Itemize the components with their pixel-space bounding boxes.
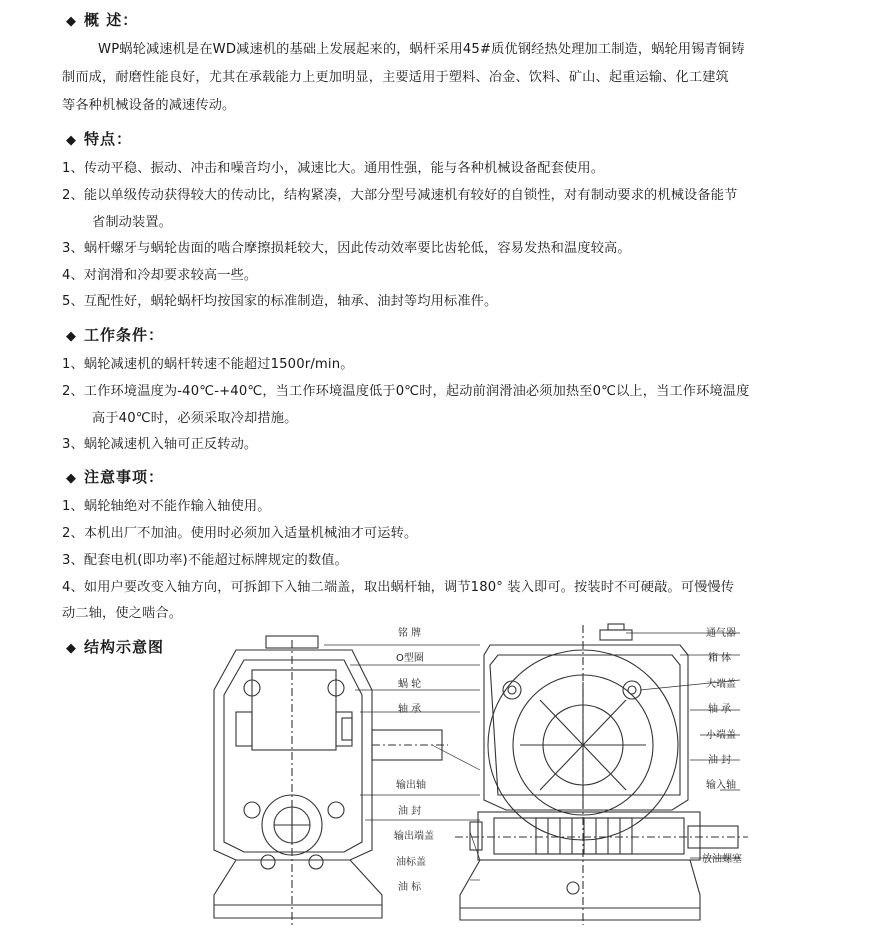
- feature-item: 4、对润滑和冷却要求较高一些。: [62, 268, 258, 283]
- label-oil-gauge-cover: 油标盖: [396, 857, 426, 868]
- note-item-continued: 动二轴，使之啮合。: [62, 606, 183, 621]
- label-o-ring: O型圈: [396, 653, 424, 664]
- label-oil-seal-right: 油 封: [708, 755, 732, 766]
- label-output-shaft: 输出轴: [396, 780, 426, 791]
- label-drain-plug: 放油螺塞: [702, 854, 742, 865]
- feature-item-continued: 省制动装置。: [92, 215, 173, 230]
- note-item: 1、蜗轮轴绝对不能作输入轴使用。: [62, 499, 271, 514]
- feature-item: 2、能以单级传动获得较大的传动比，结构紧凑，大部分型号减速机有较好的自锁性，对有制动要求的机械设备能节: [62, 188, 738, 203]
- label-bearing-right: 轴 承: [708, 704, 732, 715]
- note-item: 2、本机出厂不加油。使用时必须加入适量机械油才可运转。: [62, 526, 418, 541]
- diamond-bullet-icon: ◆: [66, 641, 77, 656]
- condition-item: 2、工作环境温度为-40℃-+40℃，当工作环境温度低于0℃时，起动前润滑油必须加热至0℃以上，当工作环境温度: [62, 384, 750, 399]
- feature-item: 3、蜗杆螺牙与蜗轮齿面的啮合摩擦损耗较大，因此传动效率要比齿轮低，容易发热和温度较高。: [62, 241, 631, 256]
- condition-item: 3、蜗轮减速机入轴可正反转动。: [62, 437, 258, 452]
- feature-item: 1、传动平稳、振动、冲击和噪音均小，减速比大。通用性强，能与各种机械设备配套使用。: [62, 161, 605, 176]
- conditions-heading: ◆ 工作条件：: [66, 326, 165, 344]
- label-oil-gauge: 油 标: [398, 882, 422, 893]
- label-large-end-cover: 大端盖: [706, 679, 736, 690]
- label-bearing: 轴 承: [398, 704, 422, 715]
- diamond-bullet-icon: ◆: [66, 329, 77, 344]
- feature-item: 5、互配性好，蜗轮蜗杆均按国家的标准制造，轴承、油封等均用标准件。: [62, 294, 498, 309]
- overview-line: WP蜗轮减速机是在WD减速机的基础上发展起来的，蜗杆采用45#质优钢经热处理加工制造，蜗轮用锡青铜铸: [98, 42, 745, 57]
- note-item: 3、配套电机(即功率)不能超过标牌规定的数值。: [62, 553, 348, 568]
- overview-heading: ◆ 概 述：: [66, 11, 139, 29]
- condition-item-continued: 高于40℃时，必须采取冷却措施。: [92, 411, 298, 426]
- label-small-end-cover: 小端盖: [706, 730, 736, 741]
- features-heading: ◆ 特点：: [66, 130, 133, 148]
- overview-line: 等各种机械设备的减速传动。: [62, 98, 236, 113]
- diamond-bullet-icon: ◆: [66, 14, 77, 29]
- overview-line: 制而成，耐磨性能良好，尤其在承载能力上更加明显，主要适用于塑料、冶金、饮料、矿山、起重运输、化工建筑: [62, 70, 729, 85]
- label-input-shaft: 输入轴: [706, 780, 736, 791]
- label-output-end-cover: 输出端盖: [394, 831, 434, 842]
- condition-item: 1、蜗轮减速机的蜗杆转速不能超过1500r/min。: [62, 357, 354, 372]
- diamond-bullet-icon: ◆: [66, 471, 77, 486]
- label-nameplate: 铭 牌: [398, 628, 422, 639]
- label-oil-seal: 油 封: [398, 806, 422, 817]
- diamond-bullet-icon: ◆: [66, 133, 77, 148]
- label-worm-wheel: 蜗 轮: [398, 679, 422, 690]
- label-breather: 通气器: [706, 628, 736, 639]
- note-item: 4、如用户要改变入轴方向，可拆卸下入轴二端盖，取出蜗杆轴，调节180° 装入即可。按装时不可硬敲。可慢慢传: [62, 580, 735, 595]
- label-housing: 箱 体: [708, 653, 732, 664]
- notes-heading: ◆ 注意事项：: [66, 468, 165, 486]
- front-view-housing: [455, 624, 748, 925]
- diagram-heading: ◆ 结构示意图: [66, 638, 165, 656]
